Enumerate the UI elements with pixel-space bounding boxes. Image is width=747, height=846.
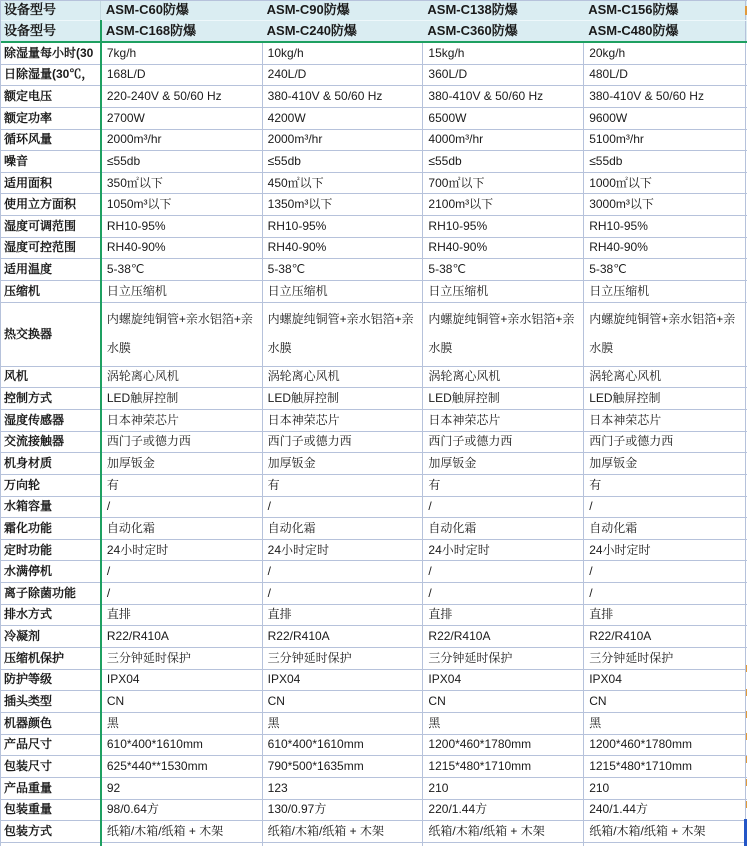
row-label-cell[interactable]: 控制方式	[4, 391, 53, 406]
table-row	[1, 410, 747, 432]
table-row	[1, 670, 747, 692]
spec-cell[interactable]: ≤55db	[583, 151, 745, 172]
spec-cell[interactable]: 黑	[262, 713, 423, 734]
spec-cell[interactable]: 24小时定时	[262, 540, 423, 561]
spec-cell[interactable]: R22/R410A	[101, 626, 262, 647]
row-label-cell[interactable]: 包装方式	[4, 823, 53, 838]
spec-cell[interactable]: 西门子或德力西	[101, 432, 262, 453]
spec-cell[interactable]: 210	[583, 778, 745, 799]
spec-cell[interactable]: 2000m³/hr	[262, 130, 423, 151]
spec-cell[interactable]: 2000m³/hr	[101, 130, 262, 151]
table-row	[1, 151, 747, 173]
spec-cell[interactable]: 130/0.97方	[262, 800, 423, 821]
spec-cell[interactable]: 450㎡以下	[262, 173, 423, 194]
spec-cell[interactable]: R22/R410A	[583, 626, 745, 647]
spec-cell[interactable]: 日立压缩机	[101, 281, 262, 302]
spec-cell[interactable]: 纸箱/木箱/纸箱 + 木架	[583, 821, 745, 842]
spec-cell[interactable]: /	[583, 583, 745, 604]
spec-cell[interactable]: 自动化霜	[422, 518, 583, 539]
table-row	[1, 475, 747, 497]
spec-cell[interactable]: 15kg/h	[422, 43, 583, 64]
table-row	[1, 108, 747, 130]
spec-cell[interactable]: ≤55db	[262, 151, 423, 172]
table-row	[1, 432, 747, 454]
header-row-1	[1, 1, 747, 21]
spec-cell[interactable]: 内螺旋纯铜管+亲水铝箔+亲水膜	[101, 303, 262, 366]
spec-cell[interactable]: 日本神荣芯片	[101, 410, 262, 431]
model-header-cell[interactable]: ASM-C60防爆	[105, 2, 189, 18]
row-label-cell[interactable]: 湿度可控范围	[4, 240, 77, 255]
row-label-cell[interactable]: 插头类型	[4, 694, 53, 709]
spec-cell[interactable]: 3000m³以下	[583, 194, 745, 215]
spec-cell[interactable]: 1200*460*1780mm	[583, 735, 745, 756]
spec-cell[interactable]: 210	[422, 778, 583, 799]
model-header-cell[interactable]: ASM-C90防爆	[266, 2, 350, 18]
table-row	[1, 713, 747, 735]
model-header-cell[interactable]: ASM-C480防爆	[588, 22, 679, 38]
row-label-cell[interactable]: 水满停机	[4, 564, 53, 579]
spec-cell[interactable]: 三分钟延时保护	[262, 648, 423, 669]
row-label-cell[interactable]: 机身材质	[4, 455, 53, 470]
spec-cell[interactable]: RH40-90%	[422, 238, 583, 259]
row-label-cell[interactable]: 湿度可调范围	[4, 218, 77, 233]
table-row	[1, 388, 747, 410]
spec-cell[interactable]: LED触屏控制	[101, 388, 262, 409]
model-header-cell[interactable]: ASM-C168防爆	[105, 22, 197, 38]
spec-cell[interactable]: RH40-90%	[262, 238, 423, 259]
spec-cell[interactable]: 168L/D	[101, 65, 262, 86]
spec-cell[interactable]: 9600W	[583, 108, 745, 129]
row-label-cell[interactable]: 风机	[4, 369, 29, 384]
row-label-cell[interactable]: 定时功能	[4, 542, 53, 557]
spec-cell[interactable]: 10kg/h	[262, 43, 423, 64]
spec-cell[interactable]: 1215*480*1710mm	[583, 756, 745, 777]
spec-cell[interactable]: 350㎡以下	[101, 173, 262, 194]
spec-cell[interactable]: IPX04	[422, 670, 583, 691]
spec-cell[interactable]: 三分钟延时保护	[422, 648, 583, 669]
row-label-cell[interactable]: 产品尺寸	[4, 737, 53, 752]
spec-cell[interactable]: 98/0.64方	[101, 800, 262, 821]
spec-cell[interactable]: 1000㎡以下	[583, 173, 745, 194]
row-label-cell[interactable]: 噪音	[4, 153, 29, 168]
spec-cell[interactable]: 黑	[101, 713, 262, 734]
spec-cell[interactable]: 西门子或德力西	[583, 432, 745, 453]
spec-cell[interactable]: 涡轮离心风机	[101, 367, 262, 388]
spec-cell[interactable]: 直排	[422, 605, 583, 626]
spec-cell[interactable]: 380-410V & 50/60 Hz	[583, 86, 745, 107]
row-label-cell[interactable]: 压缩机保护	[4, 650, 65, 665]
model-header-cell[interactable]: ASM-C138防爆	[427, 2, 518, 18]
table-row	[1, 583, 747, 605]
spec-cell[interactable]: 24小时定时	[583, 540, 745, 561]
spec-cell[interactable]: /	[422, 583, 583, 604]
row-label-cell[interactable]: 湿度传感器	[4, 412, 65, 427]
spec-cell[interactable]: /	[583, 497, 745, 518]
spec-cell[interactable]: RH10-95%	[101, 216, 262, 237]
spec-cell[interactable]: 涡轮离心风机	[262, 367, 423, 388]
spec-cell[interactable]: 加厚钣金	[422, 453, 583, 474]
table-row	[1, 86, 747, 108]
spec-cell[interactable]: /	[262, 561, 423, 582]
spec-cell[interactable]: 240L/D	[262, 65, 423, 86]
spec-cell[interactable]: 三分钟延时保护	[101, 648, 262, 669]
spec-cell[interactable]: 黑	[422, 713, 583, 734]
row-label-cell[interactable]: 适用面积	[4, 175, 53, 190]
spec-cell[interactable]: 20kg/h	[583, 43, 745, 64]
spec-cell[interactable]: /	[422, 497, 583, 518]
spec-cell[interactable]: LED触屏控制	[583, 388, 745, 409]
table-row	[1, 303, 747, 367]
spec-cell[interactable]: LED触屏控制	[422, 388, 583, 409]
row-label-cell[interactable]: 机器颜色	[4, 715, 53, 730]
spec-cell[interactable]: IPX04	[262, 670, 423, 691]
spec-cell[interactable]: 内螺旋纯铜管+亲水铝箔+亲水膜	[422, 303, 583, 366]
table-row	[1, 648, 747, 670]
table-row	[1, 173, 747, 195]
spec-cell[interactable]: 790*500*1635mm	[262, 756, 423, 777]
spec-cell[interactable]: 1350m³以下	[262, 194, 423, 215]
row-label-cell[interactable]: 交流接触器	[4, 434, 65, 449]
spec-cell[interactable]: 日立压缩机	[583, 281, 745, 302]
row-label-cell[interactable]: 循环风量	[4, 132, 53, 147]
spec-cell[interactable]: 380-410V & 50/60 Hz	[262, 86, 423, 107]
row-label-cell[interactable]: 冷凝剂	[4, 629, 41, 644]
spec-cell[interactable]: 日立压缩机	[422, 281, 583, 302]
spec-cell[interactable]: 直排	[583, 605, 745, 626]
spec-cell[interactable]: 220-240V & 50/60 Hz	[101, 86, 262, 107]
table-row	[1, 518, 747, 540]
spec-cell[interactable]: 2100m³以下	[422, 194, 583, 215]
spec-cell[interactable]: /	[101, 561, 262, 582]
spec-cell[interactable]: 24小时定时	[422, 540, 583, 561]
row-label-cell[interactable]: 防护等级	[4, 672, 53, 687]
table-row	[1, 605, 747, 627]
spec-cell[interactable]: 5-38℃	[101, 259, 262, 280]
spec-cell[interactable]: 自动化霜	[262, 518, 423, 539]
spec-cell[interactable]: 1050m³以下	[101, 194, 262, 215]
spec-cell[interactable]: 自动化霜	[583, 518, 745, 539]
spec-cell[interactable]: 360L/D	[422, 65, 583, 86]
spec-cell[interactable]: 1215*480*1710mm	[422, 756, 583, 777]
header-row-2	[1, 21, 747, 41]
spec-cell[interactable]: /	[101, 583, 262, 604]
spec-cell[interactable]: /	[101, 497, 262, 518]
spec-cell[interactable]: 纸箱/木箱/纸箱 + 木架	[101, 821, 262, 842]
table-row	[1, 778, 747, 800]
frozen-pane-vertical-line	[100, 20, 102, 846]
spec-cell[interactable]: RH40-90%	[101, 238, 262, 259]
table-row	[1, 497, 747, 519]
spec-cell[interactable]: 加厚钣金	[101, 453, 262, 474]
spec-cell[interactable]: /	[262, 583, 423, 604]
spec-cell[interactable]: R22/R410A	[262, 626, 423, 647]
table-row	[1, 130, 747, 152]
spec-cell[interactable]: /	[583, 561, 745, 582]
spec-cell[interactable]: 240/1.44方	[583, 800, 745, 821]
spec-cell[interactable]: 625*440**1530mm	[101, 756, 262, 777]
table-row	[1, 561, 747, 583]
table-row	[1, 281, 747, 303]
model-header-cell[interactable]: ASM-C360防爆	[427, 22, 518, 38]
spec-cell[interactable]: 直排	[101, 605, 262, 626]
spec-cell[interactable]: 黑	[583, 713, 745, 734]
spec-cell[interactable]: RH10-95%	[422, 216, 583, 237]
spec-cell[interactable]: 610*400*1610mm	[101, 735, 262, 756]
spec-cell[interactable]: 5-38℃	[262, 259, 423, 280]
spec-cell[interactable]: 纸箱/木箱/纸箱 + 木架	[422, 821, 583, 842]
spec-cell[interactable]: 涡轮离心风机	[422, 367, 583, 388]
spec-cell[interactable]: 日本神荣芯片	[583, 410, 745, 431]
table-row	[1, 626, 747, 648]
spec-cell[interactable]: 6500W	[422, 108, 583, 129]
row-label-cell[interactable]: 离子除菌功能	[4, 585, 77, 600]
row-label-cell[interactable]: 包装尺寸	[4, 758, 53, 773]
spec-cell[interactable]: 2700W	[101, 108, 262, 129]
spec-cell[interactable]: 480L/D	[583, 65, 745, 86]
spec-cell[interactable]: 直排	[262, 605, 423, 626]
spec-cell[interactable]: 4200W	[262, 108, 423, 129]
spec-cell[interactable]: 700㎡以下	[422, 173, 583, 194]
row-label-cell[interactable]: 水箱容量	[4, 499, 53, 514]
spec-cell[interactable]: 7kg/h	[101, 43, 262, 64]
spec-cell[interactable]: IPX04	[583, 670, 745, 691]
spec-cell[interactable]: 有	[422, 475, 583, 496]
table-row	[1, 367, 747, 389]
row-label-cell[interactable]: 额定电压	[4, 89, 53, 103]
spec-cell[interactable]: 纸箱/木箱/纸箱 + 木架	[262, 821, 423, 842]
spec-cell[interactable]: CN	[583, 691, 745, 712]
row-label-cell[interactable]: 包装重量	[4, 802, 53, 817]
spec-cell[interactable]: 5-38℃	[422, 259, 583, 280]
spec-cell[interactable]: RH10-95%	[262, 216, 423, 237]
spec-cell[interactable]: 123	[262, 778, 423, 799]
table-row	[1, 691, 747, 713]
row-label-cell[interactable]: 热交换器	[4, 326, 53, 341]
spec-cell[interactable]: 加厚钣金	[262, 453, 423, 474]
spec-cell[interactable]: 有	[101, 475, 262, 496]
spec-cell[interactable]: 内螺旋纯铜管+亲水铝箔+亲水膜	[262, 303, 423, 366]
spec-cell[interactable]: 内螺旋纯铜管+亲水铝箔+亲水膜	[583, 303, 745, 366]
spec-cell[interactable]: /	[262, 497, 423, 518]
spec-cell[interactable]: 日立压缩机	[262, 281, 423, 302]
spec-cell[interactable]: R22/R410A	[422, 626, 583, 647]
spec-cell[interactable]: LED触屏控制	[262, 388, 423, 409]
row-label-cell[interactable]: 额定功率	[4, 110, 53, 125]
table-row	[1, 65, 747, 87]
table-row	[1, 735, 747, 757]
spec-cell[interactable]: 日本神荣芯片	[262, 410, 423, 431]
row-label-cell[interactable]: 日除湿量(30℃，	[4, 67, 94, 82]
spec-cell[interactable]: /	[422, 561, 583, 582]
spec-cell[interactable]: 4000m³/hr	[422, 130, 583, 151]
spec-cell[interactable]: 加厚钣金	[583, 453, 745, 474]
spec-cell[interactable]: 涡轮离心风机	[583, 367, 745, 388]
spec-cell[interactable]: 1200*460*1780mm	[422, 735, 583, 756]
row-label-cell[interactable]: 排水方式	[4, 607, 53, 622]
spec-cell[interactable]: 三分钟延时保护	[583, 648, 745, 669]
row-label-cell[interactable]: 霜化功能	[4, 520, 53, 535]
table-body	[1, 43, 747, 843]
spec-cell[interactable]: IPX04	[101, 670, 262, 691]
table-row	[1, 194, 747, 216]
spec-cell[interactable]: 有	[583, 475, 745, 496]
spec-cell[interactable]: 380-410V & 50/60 Hz	[422, 86, 583, 107]
spec-cell[interactable]: RH40-90%	[583, 238, 745, 259]
row-label-cell[interactable]: 除湿量每小时(30	[4, 45, 94, 60]
spec-cell[interactable]: 24小时定时	[101, 540, 262, 561]
spec-cell[interactable]: 5100m³/hr	[583, 130, 745, 151]
row-label-cell[interactable]: 适用温度	[4, 262, 53, 277]
spec-cell[interactable]: 92	[101, 778, 262, 799]
header-label-cell[interactable]: 设备型号	[1, 21, 101, 41]
table-row	[1, 540, 747, 562]
spec-cell[interactable]: CN	[422, 691, 583, 712]
table-row	[1, 800, 747, 822]
spec-cell[interactable]: 5-38℃	[583, 259, 745, 280]
spec-cell[interactable]: RH10-95%	[583, 216, 745, 237]
table-row	[1, 238, 747, 260]
spec-cell[interactable]: 610*400*1610mm	[262, 735, 423, 756]
spec-cell[interactable]: ≤55db	[101, 151, 262, 172]
spec-cell[interactable]: 日本神荣芯片	[422, 410, 583, 431]
table-row	[1, 821, 747, 843]
row-label-cell[interactable]: 万向轮	[4, 477, 41, 492]
table-row	[1, 259, 747, 281]
spec-cell[interactable]: 有	[262, 475, 423, 496]
spec-cell[interactable]: CN	[262, 691, 423, 712]
spec-cell[interactable]: 自动化霜	[101, 518, 262, 539]
table-row	[1, 756, 747, 778]
table-row	[1, 43, 747, 65]
table-row	[1, 216, 747, 238]
spec-cell[interactable]: CN	[101, 691, 262, 712]
header-label-cell[interactable]: 设备型号	[1, 1, 101, 20]
table-row	[1, 453, 747, 475]
row-label-cell[interactable]: 使用立方面积	[4, 197, 77, 212]
spec-cell[interactable]: 220/1.44方	[422, 800, 583, 821]
model-header-cell[interactable]: ASM-C156防爆	[588, 2, 679, 18]
spec-cell[interactable]: 西门子或德力西	[262, 432, 423, 453]
model-header-cell[interactable]: ASM-C240防爆	[266, 22, 357, 38]
row-label-cell[interactable]: 产品重量	[4, 780, 53, 795]
spec-cell[interactable]: ≤55db	[422, 151, 583, 172]
row-label-cell[interactable]: 压缩机	[4, 283, 41, 298]
spec-cell[interactable]: 西门子或德力西	[422, 432, 583, 453]
